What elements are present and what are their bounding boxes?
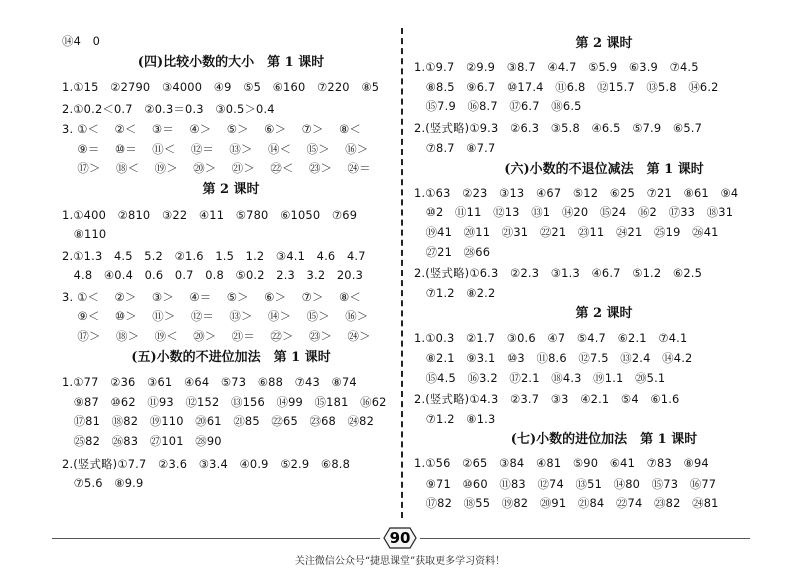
answer-line: ⑦1.2 ⑧1.3 bbox=[414, 412, 496, 426]
section-4-heading: (四)比较小数的大小 第 1 课时 bbox=[137, 55, 325, 70]
answer-line: ⑨＝ ⑩＝ ⑪＜ ⑫＝ ⑬＞ ⑭＜ ⑮＞ ⑯＞ bbox=[62, 142, 369, 156]
answer-line: ㉕82 ㉖83 ㉗101 ㉘90 bbox=[62, 434, 222, 448]
answer-line: ⑨71 ⑩60 ⑪83 ⑫74 ⑬51 ⑭80 ⑮73 ⑯77 bbox=[414, 477, 717, 491]
answer-line: 4.8 ④0.4 0.6 0.7 0.8 ⑤0.2 2.3 3.2 20.3 bbox=[62, 268, 364, 282]
footer-rule-right bbox=[420, 538, 750, 539]
answer-line: 3. ①＜ ②＜ ③＝ ④＞ ⑤＞ ⑥＞ ⑦＞ ⑧＜ bbox=[62, 122, 361, 136]
answer-line: ⑰81 ⑱82 ⑲110 ⑳61 ㉑85 ㉒65 ㉓68 ㉔82 bbox=[62, 414, 375, 428]
answer-line: 2.①0.2＜0.7 ②0.3＝0.3 ③0.5＞0.4 bbox=[62, 102, 275, 116]
answer-line: 1.①15 ②2790 ③4000 ④9 ⑤5 ⑥160 ⑦220 ⑧5 bbox=[62, 80, 380, 94]
answer-line: ⑦1.2 ⑧2.2 bbox=[414, 286, 496, 300]
answer-line: ⑰82 ⑱55 ⑲82 ⑳91 ㉑84 ㉒74 ㉓82 ㉔81 bbox=[414, 496, 719, 510]
section-5-lesson-2-heading: 第 2 课时 bbox=[575, 36, 633, 51]
page-number: 90 bbox=[389, 529, 411, 547]
section-7-heading: (七)小数的进位加法 第 1 课时 bbox=[510, 432, 698, 447]
column-divider bbox=[401, 28, 403, 518]
answer-line: 1.①0.3 ②1.7 ③0.6 ④7 ⑤4.7 ⑥2.1 ⑦4.1 bbox=[414, 331, 688, 345]
footer-rule-left bbox=[52, 538, 380, 539]
answer-line: 1.①77 ②36 ③61 ④64 ⑤73 ⑥88 ⑦43 ⑧74 bbox=[62, 375, 357, 389]
answer-line: 1.①63 ②23 ③13 ④67 ⑤12 ⑥25 ⑦21 ⑧61 ⑨4 bbox=[414, 186, 739, 200]
answer-line: ㉗21 ㉘66 bbox=[414, 245, 491, 259]
answer-line: ⑩2 ⑪11 ⑫13 ⑬1 ⑭20 ⑮24 ⑯2 ⑰33 ⑱31 bbox=[414, 205, 734, 219]
answer-line: 2.(竖式略)①9.3 ②6.3 ③5.8 ④6.5 ⑤7.9 ⑥5.7 bbox=[414, 121, 703, 135]
answer-line: ⑨87 ⑩62 ⑪93 ⑫152 ⑬156 ⑭99 ⑮181 ⑯62 bbox=[62, 395, 387, 409]
answer-line: ⑧110 bbox=[62, 227, 107, 241]
section-6-heading: (六)小数的不退位减法 第 1 课时 bbox=[504, 162, 704, 177]
answer-line: ⑨＜ ⑩＞ ⑪＞ ⑫＝ ⑬＞ ⑭＞ ⑮＞ ⑯＞ bbox=[62, 309, 369, 323]
answer-line: ⑧8.5 ⑨6.7 ⑩17.4 ⑪6.8 ⑫15.7 ⑬5.8 ⑭6.2 bbox=[414, 80, 719, 94]
page-number-badge bbox=[382, 526, 418, 550]
continuation-line: ⑭4 0 bbox=[62, 34, 101, 48]
answer-line: ⑮7.9 ⑯8.7 ⑰6.7 ⑱6.5 bbox=[414, 99, 582, 113]
section-5-heading: (五)小数的不进位加法 第 1 课时 bbox=[131, 350, 331, 365]
answer-line: ⑧2.1 ⑨3.1 ⑩3 ⑪8.6 ⑫7.5 ⑬2.4 ⑭4.2 bbox=[414, 351, 693, 365]
answer-line: ⑦8.7 ⑧7.7 bbox=[414, 141, 496, 155]
section-4-lesson-2-heading: 第 2 课时 bbox=[202, 182, 260, 197]
answer-line: 1.①400 ②810 ③22 ④11 ⑤780 ⑥1050 ⑦69 bbox=[62, 208, 358, 222]
answer-line: ⑰＞ ⑱＞ ⑲＜ ⑳＞ ㉑＝ ㉒＞ ㉓＞ ㉔＞ bbox=[62, 329, 371, 343]
answer-line: ⑮4.5 ⑯3.2 ⑰2.1 ⑱4.3 ⑲1.1 ⑳5.1 bbox=[414, 371, 666, 385]
answer-line: 2.(竖式略)①6.3 ②2.3 ③1.3 ④6.7 ⑤1.2 ⑥2.5 bbox=[414, 266, 703, 280]
answer-line: 2.(竖式略)①7.7 ②3.6 ③3.4 ④0.9 ⑤2.9 ⑥8.8 bbox=[62, 457, 351, 471]
answer-line: ⑦5.6 ⑧9.9 bbox=[62, 476, 144, 490]
section-6-lesson-2-heading: 第 2 课时 bbox=[575, 306, 633, 321]
answer-line: 1.①56 ②65 ③84 ④81 ⑤90 ⑥41 ⑦83 ⑧94 bbox=[414, 456, 709, 470]
answer-line: 2.①1.3 4.5 5.2 ②1.6 1.5 1.2 ③4.1 4.6 4.7 bbox=[62, 249, 366, 263]
footer-note: 关注微信公众号“捷思课堂”获取更多学习资料！ bbox=[294, 556, 506, 567]
answer-line: 3. ①＜ ②＞ ③＞ ④＝ ⑤＞ ⑥＞ ⑦＞ ⑧＜ bbox=[62, 290, 361, 304]
answer-line: ⑰＞ ⑱＜ ⑲＞ ⑳＞ ㉑＞ ㉒＜ ㉓＞ ㉔＝ bbox=[62, 161, 371, 175]
answer-line: 1.①9.7 ②9.9 ③8.7 ④4.7 ⑤5.9 ⑥3.9 ⑦4.5 bbox=[414, 60, 699, 74]
answer-line: 2.(竖式略)①4.3 ②3.7 ③3 ④2.1 ⑤4 ⑥1.6 bbox=[414, 392, 680, 406]
answer-line: ⑲41 ⑳11 ㉑31 ㉒21 ㉓11 ㉔21 ㉕19 ㉖41 bbox=[414, 225, 719, 239]
